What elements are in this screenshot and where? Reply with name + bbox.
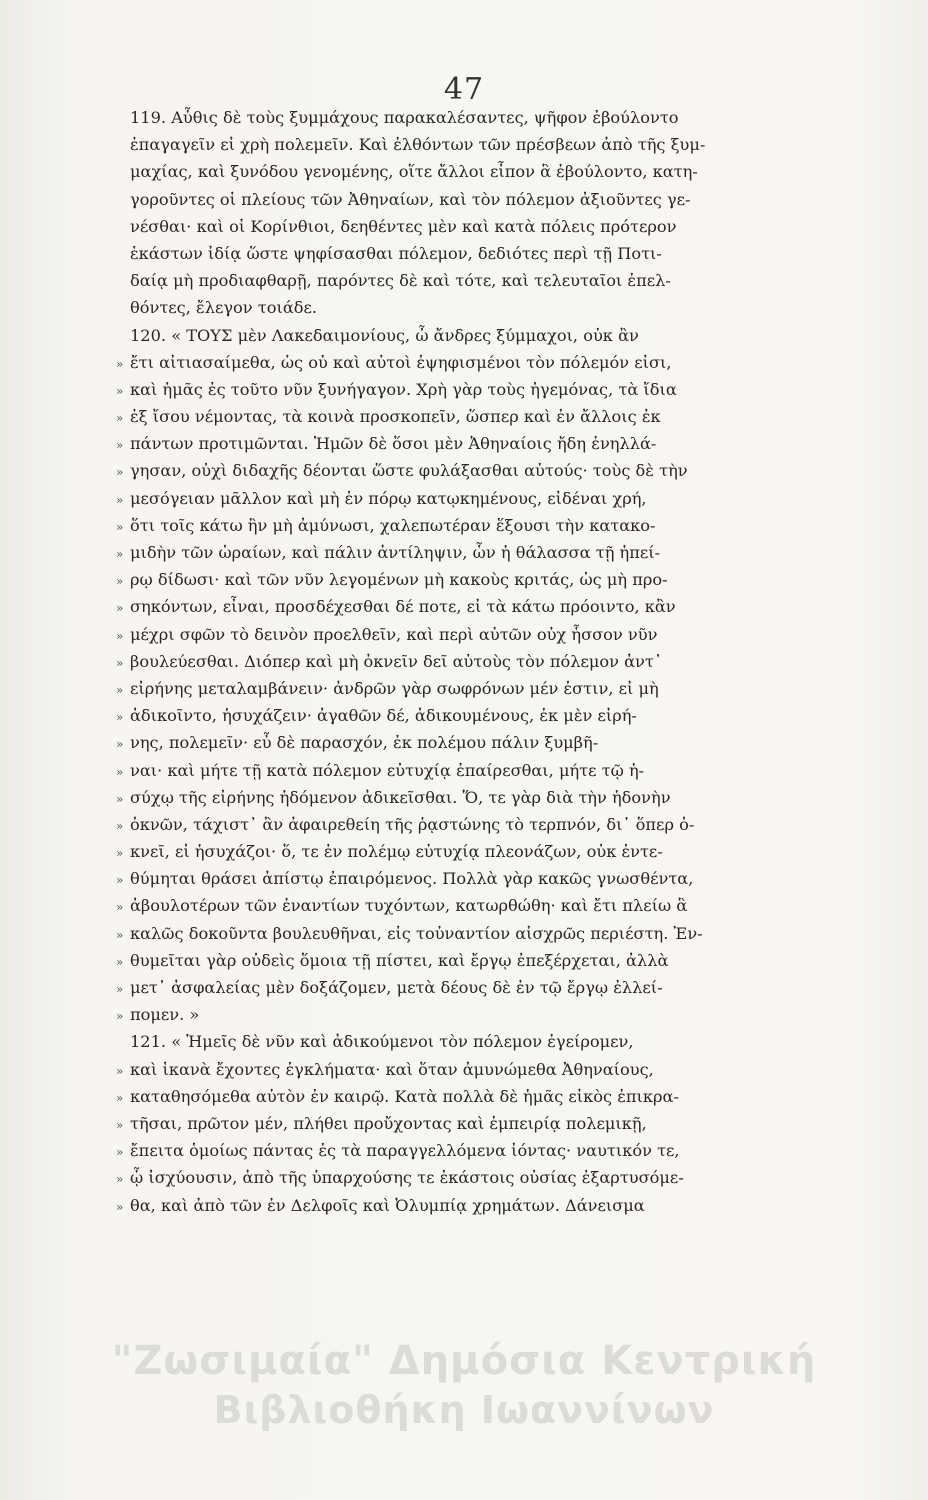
line-text: μιδὴν τῶν ὡραίων, καὶ πάλιν ἀντίληψιν, ὧν ἡ θάλασσα τῇ ἠπεί- bbox=[130, 543, 661, 562]
quote-mark: » bbox=[116, 954, 124, 969]
line-text: νης, πολεμεῖν· εὖ δὲ παρασχόν, ἐκ πολέμου πάλιν ξυμβῆ- bbox=[130, 733, 599, 753]
text-line bbox=[116, 1028, 732, 1055]
line-text: θύμηται θράσει ἀπίστῳ ἐπαιρόμενος. Πολλὰ γὰρ κακῶς γνωσθέντα, bbox=[130, 869, 694, 889]
quote-mark: » bbox=[116, 710, 124, 725]
line-text: γοροῦντες οἱ πλείους τῶν Ἀθηναίων, καὶ τὸν πόλεμον ἀξιοῦντες γε- bbox=[130, 189, 691, 209]
text-line bbox=[116, 1056, 732, 1083]
quote-mark: » bbox=[116, 628, 124, 643]
line-text: 121. « Ἡμεῖς δὲ νῦν καὶ ἀδικούμενοι τὸν πόλεμον ἐγείρομεν, bbox=[130, 1032, 634, 1052]
quote-mark: » bbox=[116, 411, 124, 426]
quote-mark: » bbox=[116, 1090, 124, 1105]
line-text: βουλεύεσθαι. Διόπερ καὶ μὴ ὀκνεῖν δεῖ αὐτοὺς τὸν πόλεμον ἀντ᾽ bbox=[130, 651, 662, 671]
text-line bbox=[116, 811, 732, 838]
quote-mark: » bbox=[116, 519, 124, 534]
text-line bbox=[116, 1192, 732, 1219]
text-line bbox=[116, 539, 732, 566]
line-text: πάντων προτιμῶνται. Ἡμῶν δὲ ὅσοι μὲν Ἀθηναίοις ἤδη ἐνηλλά- bbox=[130, 434, 657, 454]
quote-mark: » bbox=[116, 737, 124, 752]
quote-mark: » bbox=[116, 1172, 124, 1187]
text-line bbox=[116, 104, 732, 131]
line-text: κνεῖ, εἰ ἡσυχάζοι· ὅ, τε ἐν πολέμῳ εὐτυχίᾳ πλεονάζων, οὐκ ἐντε- bbox=[130, 842, 663, 862]
line-text: ἐπαγαγεῖν εἰ χρὴ πολεμεῖν. Καὶ ἐλθόντων τῶν πρέσβεων ἀπὸ τῆς ξυμ- bbox=[130, 135, 706, 155]
quote-mark: » bbox=[116, 1117, 124, 1132]
text-line bbox=[116, 158, 732, 185]
text-line bbox=[116, 621, 732, 648]
quote-mark: » bbox=[116, 982, 124, 996]
quote-mark: » bbox=[116, 574, 124, 589]
line-text: γησαν, οὐχὶ διδαχῆς δέονται ὥστε φυλάξασθαι αὐτούς· τοὺς δὲ τὴν bbox=[130, 461, 688, 481]
text-line bbox=[116, 376, 732, 403]
line-text: σύχῳ τῆς εἰρήνης ἡδόμενον ἀδικεῖσθαι. Ὅ, τε γὰρ διὰ τὴν ἡδονὴν bbox=[130, 787, 671, 807]
text-line bbox=[116, 512, 732, 539]
library-watermark-line1: "Ζωσιμαία" Δημόσια Κεντρική bbox=[111, 1338, 817, 1384]
quote-mark: » bbox=[116, 900, 124, 915]
line-text: εἰρήνης μεταλαμβάνειν· ἀνδρῶν γὰρ σωφρόνων μέν ἐστιν, εἰ μὴ bbox=[130, 678, 659, 698]
quote-mark: » bbox=[116, 682, 124, 697]
text-line bbox=[116, 267, 732, 294]
text-line bbox=[116, 485, 732, 512]
line-text: πομεν. » bbox=[130, 1005, 200, 1025]
text-line bbox=[116, 838, 732, 865]
text-line bbox=[116, 566, 732, 593]
line-text: θόντες, ἔλεγον τοιάδε. bbox=[130, 298, 318, 318]
text-line bbox=[116, 648, 732, 675]
text-line bbox=[116, 1083, 732, 1110]
line-text: μεσόγειαν μᾶλλον καὶ μὴ ἐν πόρῳ κατῳκημένους, εἰδέναι χρή, bbox=[130, 488, 647, 508]
text-line bbox=[116, 729, 732, 756]
line-text: 119. Αὖθις δὲ τοὺς ξυμμάχους παρακαλέσαντες, ψῆφον ἐβούλοντο bbox=[130, 108, 679, 127]
line-text: νέσθαι· καὶ οἱ Κορίνθιοι, δεηθέντες μὲν καὶ κατὰ πόλεις πρότερον bbox=[130, 216, 677, 236]
line-text: καλῶς δοκοῦντα βουλευθῆναι, εἰς τοὐναντίον αἰσχρῶς περιέστη. Ἐν- bbox=[130, 923, 703, 943]
quote-mark: » bbox=[116, 655, 124, 670]
line-text: ἀβουλοτέρων τῶν ἐναντίων τυχόντων, κατωρθώθη· καὶ ἔτι πλείω ἃ bbox=[130, 896, 688, 916]
text-line bbox=[116, 784, 732, 811]
library-watermark-line2: Βιβλιοθήκη Ιωαννίνων bbox=[213, 1388, 715, 1432]
quote-mark: » bbox=[116, 383, 124, 398]
text-line bbox=[116, 974, 732, 1001]
line-text: ἔτι αἰτιασαίμεθα, ὡς οὐ καὶ αὐτοὶ ἐψηφισμένοι τὸν πόλεμόν εἰσι, bbox=[130, 352, 672, 372]
line-text: ἑκάστων ἰδίᾳ ὥστε ψηφίσασθαι πόλεμον, δεδιότες περὶ τῇ Ποτι- bbox=[130, 243, 662, 263]
quote-mark: » bbox=[116, 927, 124, 942]
text-line bbox=[116, 947, 732, 974]
text-line bbox=[116, 675, 732, 702]
text-line bbox=[116, 1164, 732, 1191]
line-text: τῆσαι, πρῶτον μέν, πλήθει προὔχοντας καὶ ἐμπειρίᾳ πολεμικῇ, bbox=[130, 1113, 647, 1133]
line-text: σηκόντων, εἶναι, προσδέχεσθαι δέ ποτε, εἰ τὰ κάτω πρόοιντο, κἂν bbox=[130, 597, 676, 617]
line-text: δαίᾳ μὴ προδιαφθαρῇ, παρόντες δὲ καὶ τότε, καὶ τελευταῖοι ἐπελ- bbox=[130, 271, 671, 291]
line-text: καταθησόμεθα αὐτὸν ἐν καιρῷ. Κατὰ πολλὰ δὲ ἡμᾶς εἰκὸς ἐπικρα- bbox=[130, 1086, 679, 1106]
quote-mark: » bbox=[116, 791, 124, 806]
text-line bbox=[116, 131, 732, 158]
line-text: θα, καὶ ἀπὸ τῶν ἐν Δελφοῖς καὶ Ὀλυμπίᾳ χρημάτων. Δάνεισμα bbox=[130, 1195, 645, 1215]
quote-mark: » bbox=[116, 1009, 124, 1024]
page-number: 47 bbox=[443, 72, 485, 107]
text-line bbox=[116, 457, 732, 484]
quote-mark: » bbox=[116, 873, 124, 888]
line-text: καὶ ἱκανὰ ἔχοντες ἐγκλήματα· καὶ ὅταν ἀμυνώμεθα Ἀθηναίους, bbox=[130, 1059, 654, 1079]
text-line bbox=[116, 349, 732, 376]
text-line bbox=[116, 593, 732, 620]
text-line bbox=[116, 403, 732, 430]
line-text: ἐξ ἴσου νέμοντας, τὰ κοινὰ προσκοπεῖν, ὥσπερ καὶ ἐν ἄλλοις ἐκ bbox=[130, 407, 661, 427]
quote-mark: » bbox=[116, 465, 124, 480]
text-line bbox=[116, 294, 732, 321]
text-line bbox=[116, 213, 732, 240]
text-line bbox=[116, 1110, 732, 1137]
text-line bbox=[116, 322, 732, 349]
text-line bbox=[116, 1137, 732, 1164]
text-line bbox=[116, 240, 732, 267]
line-text: ὀκνῶν, τάχιστ᾽ ἂν ἀφαιρεθείη τῆς ῥᾳστώνης τὸ τερπνόν, δι᾽ ὅπερ ὀ- bbox=[130, 814, 695, 834]
text-line bbox=[116, 892, 732, 919]
quote-mark: » bbox=[116, 1063, 124, 1078]
line-text: καὶ ἡμᾶς ἐς τοῦτο νῦν ξυνήγαγον. Χρὴ γὰρ τοὺς ἡγεμόνας, τὰ ἴδια bbox=[130, 379, 677, 399]
line-text: ὅτι τοῖς κάτω ἢν μὴ ἀμύνωσι, χαλεπωτέραν ἕξουσι τὴν κατακο- bbox=[130, 515, 656, 535]
line-text: ρῳ δίδωσι· καὶ τῶν νῦν λεγομένων μὴ κακοὺς κριτάς, ὡς μὴ προ- bbox=[130, 570, 668, 590]
quote-mark: » bbox=[116, 846, 124, 861]
line-text: θυμεῖται γὰρ οὐδεὶς ὅμοια τῇ πίστει, καὶ ἔργῳ ἐπεξέρχεται, ἀλλὰ bbox=[130, 950, 669, 970]
line-text: μαχίας, καὶ ξυνόδου γενομένης, οἵτε ἄλλοι εἶπον ἃ ἐβούλοντο, κατη- bbox=[130, 162, 698, 182]
text-line bbox=[116, 186, 732, 213]
line-text: 120. « ΤΟΥΣ μὲν Λακεδαιμονίους, ὦ ἄνδρες ξύμμαχοι, οὐκ ἂν bbox=[130, 325, 639, 345]
quote-mark: » bbox=[116, 1199, 124, 1214]
text-line bbox=[116, 757, 732, 784]
text-line bbox=[116, 1001, 732, 1028]
line-text: ἀδικοῖντο, ἡσυχάζειν· ἀγαθῶν δέ, ἀδικουμένους, ἐκ μὲν εἰρή- bbox=[130, 706, 637, 726]
text-line bbox=[116, 865, 732, 892]
quote-mark: » bbox=[116, 356, 124, 371]
text-line bbox=[116, 430, 732, 457]
quote-mark: » bbox=[116, 764, 124, 779]
text-line bbox=[116, 702, 732, 729]
quote-mark: » bbox=[116, 1145, 124, 1160]
line-text: ναι· καὶ μήτε τῇ κατὰ πόλεμον εὐτυχίᾳ ἐπαίρεσθαι, μήτε τῷ ἡ- bbox=[130, 760, 645, 780]
quote-mark: » bbox=[116, 438, 124, 453]
quote-mark: » bbox=[116, 601, 124, 616]
line-text: ᾧ ἰσχύουσιν, ἀπὸ τῆς ὑπαρχούσης τε ἑκάστοις οὐσίας ἐξαρτυσόμε- bbox=[130, 1168, 684, 1188]
quote-mark: » bbox=[116, 547, 124, 561]
line-text: ἔπειτα ὁμοίως πάντας ἐς τὰ παραγγελλόμενα ἰόντας· ναυτικόν τε, bbox=[130, 1141, 680, 1161]
quote-mark: » bbox=[116, 818, 124, 833]
quote-mark: » bbox=[116, 492, 124, 507]
line-text: μέχρι σφῶν τὸ δεινὸν προελθεῖν, καὶ περὶ αὐτῶν οὐχ ἧσσον νῦν bbox=[130, 624, 658, 644]
text-line bbox=[116, 920, 732, 947]
line-text: μετ᾽ ἀσφαλείας μὲν δοξάζομεν, μετὰ δέους δὲ ἐν τῷ ἔργῳ ἐλλεί- bbox=[130, 978, 663, 997]
body-text bbox=[116, 104, 732, 1219]
